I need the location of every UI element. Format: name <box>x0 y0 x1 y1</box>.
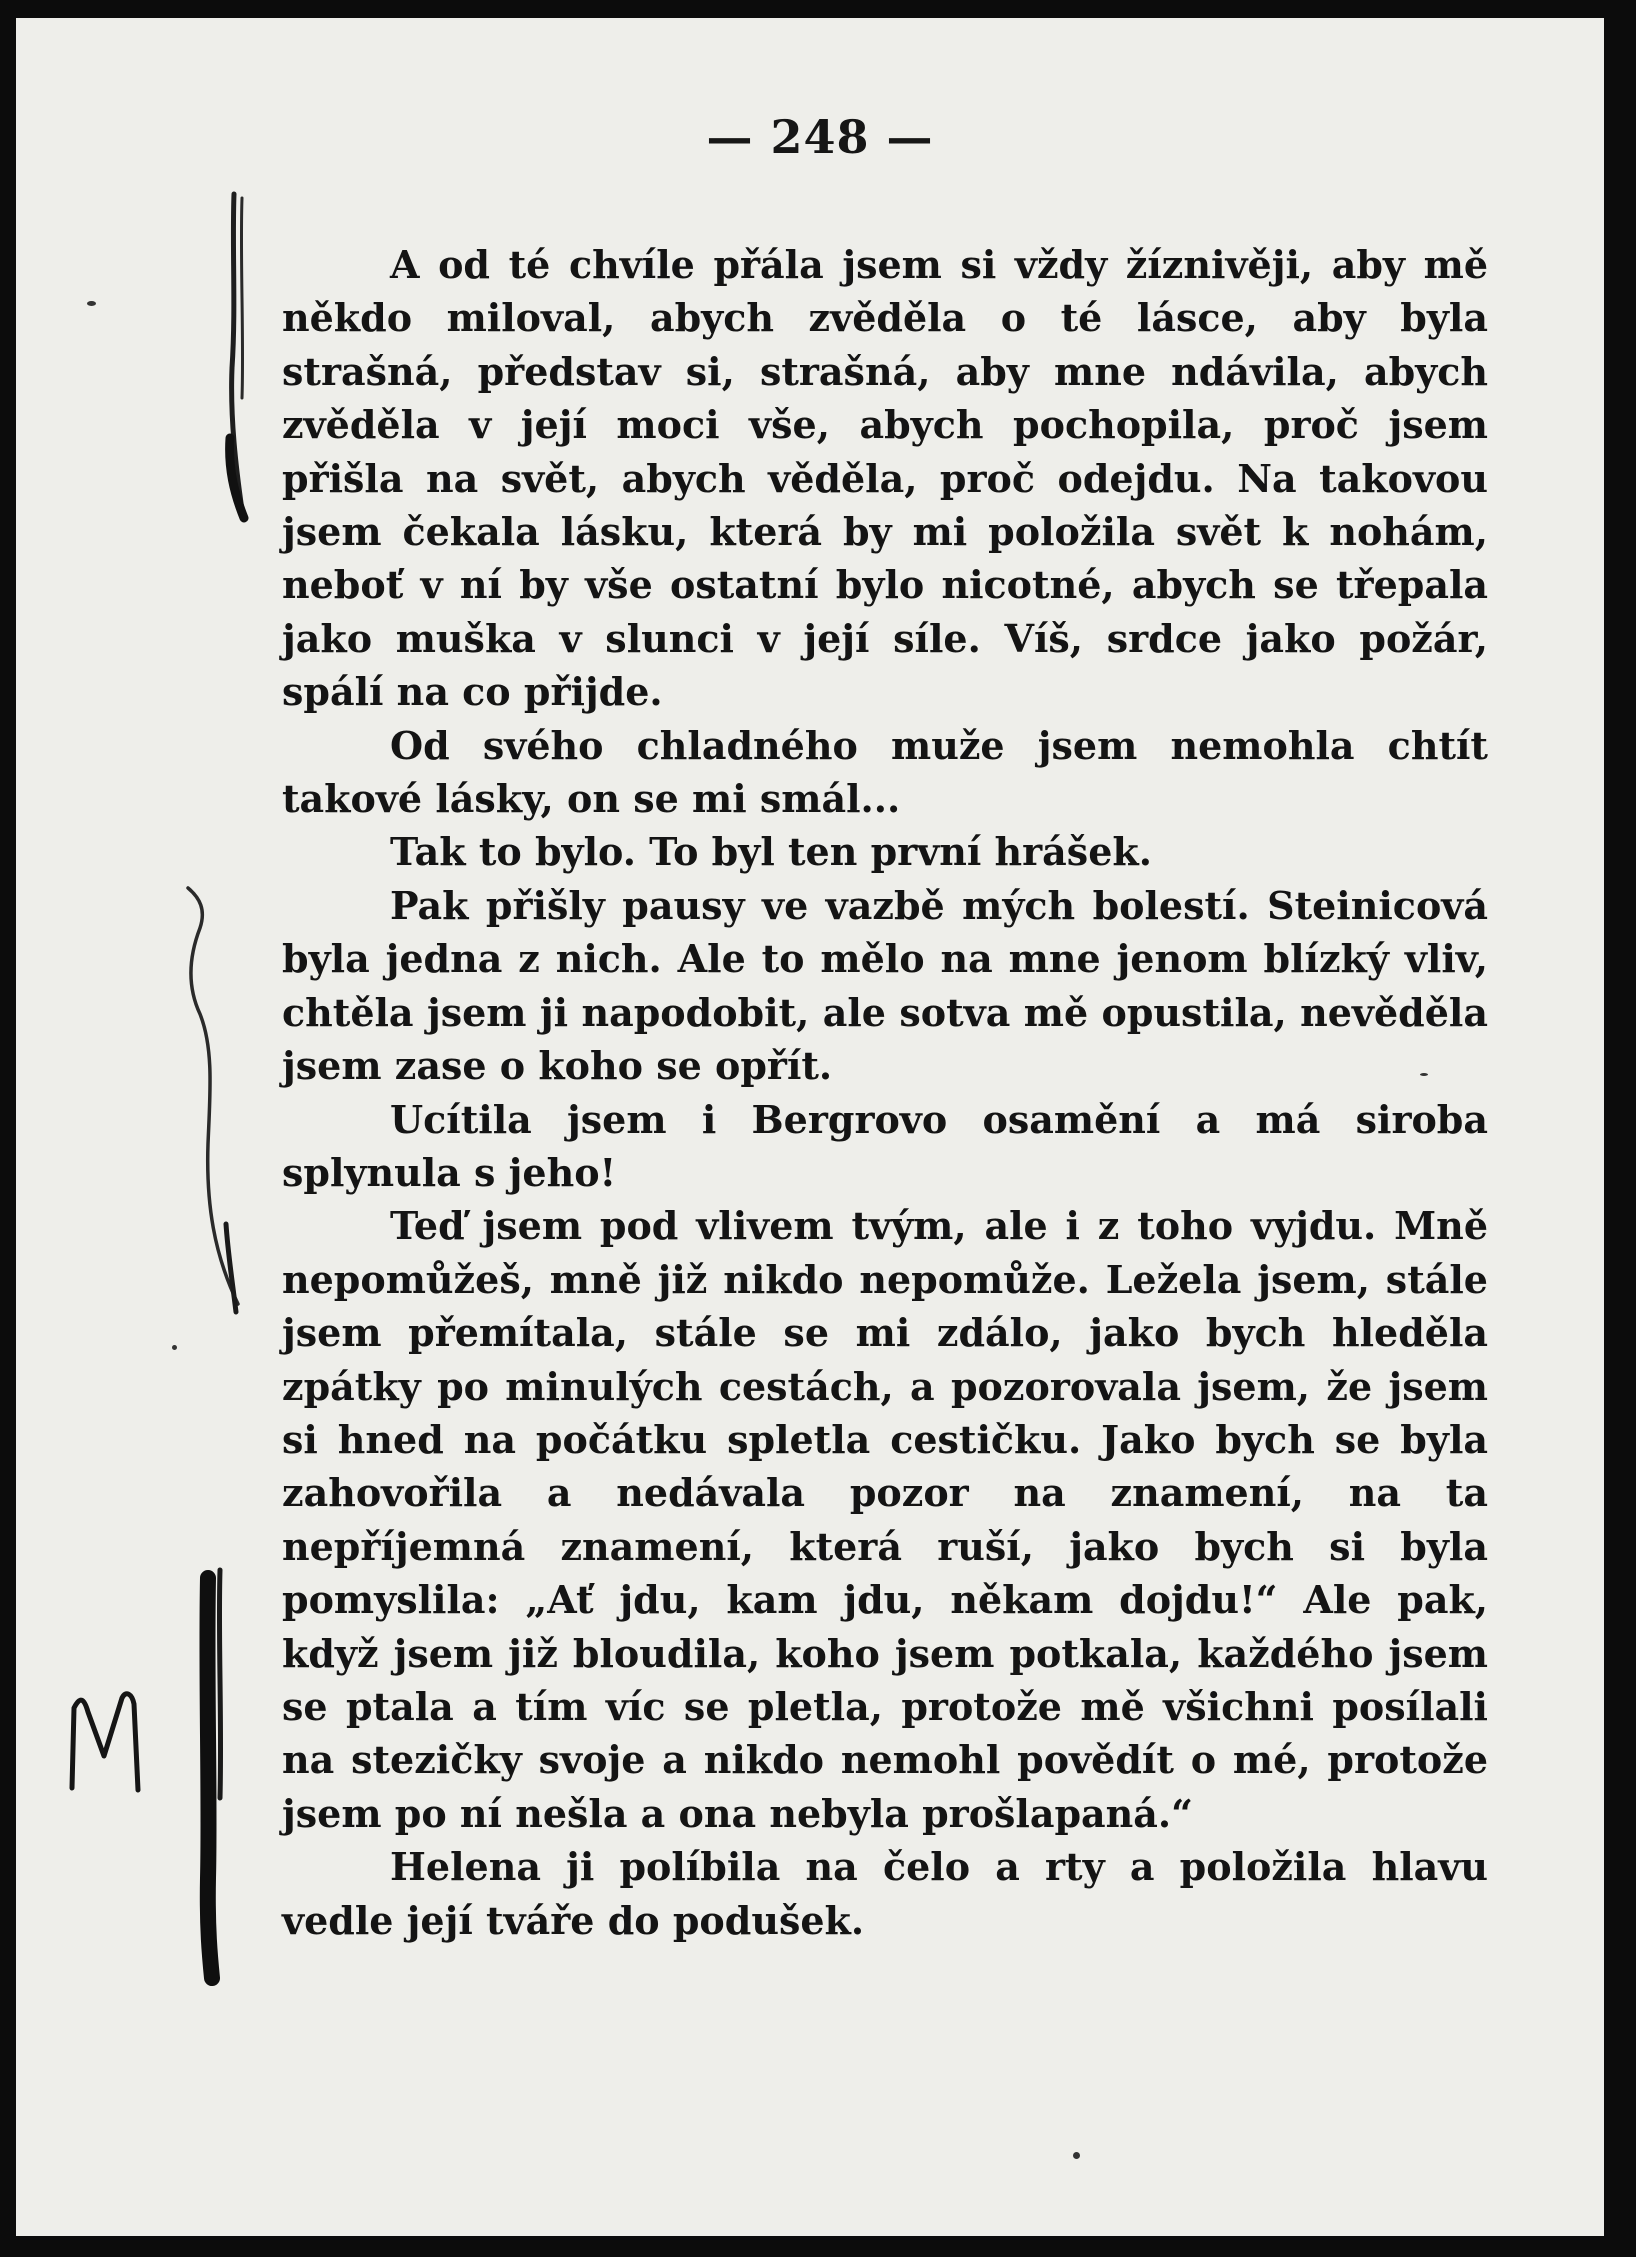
margin-letter-m-mark <box>60 1678 160 1808</box>
book-page <box>16 18 1604 2236</box>
margin-bracket-mark-top <box>206 188 266 528</box>
paragraph-7: Helena ji políbila na čelo a rty a položila hlavu vedle její tváře do podušek. <box>282 1844 1488 1943</box>
paragraph-2: Od svého chladného muže jsem nemohla chtít takové lásky, on se mi smál... <box>282 722 1488 822</box>
margin-bracket-mark-middle <box>166 884 256 1324</box>
dust-speck <box>1073 2152 1080 2159</box>
paragraph-1: A od té chvíle přála jsem si vždy žíznivěji, aby mě někdo miloval, abych zvěděla o té lásce, aby byla strašná, představ si, strašná, aby mne ndávila, abych zvěděla v její moci vše, abych pochopila, proč jsem přišla na svět, abych věděla, proč odejdu. Na takovou jsem čekala lásku, která by mi položila svět k nohám, neboť v ní by vše ostatní bylo nicotné, abych se třepala jako muška v slunci v její síle. Víš, srdce jako požár, spálí na co přijde. <box>282 242 1488 715</box>
paragraph-5: Ucítila jsem i Bergrovo osamění a má siroba splynula s jeho! <box>282 1096 1488 1195</box>
dust-speck <box>172 1345 177 1350</box>
paragraph-4: Pak přišly pausy ve vazbě mých bolestí. Steinicová byla jedna z nich. Ale to mělo na mne jenom blízký vliv, chtěla jsem ji napodobit, ale sotva mě opustila, nevěděla jsem zase o koho se opřít. <box>282 882 1488 1089</box>
body-text <box>282 238 1488 1947</box>
margin-bar-mark <box>188 1558 238 1998</box>
page-number: — 248 — <box>706 110 934 164</box>
dust-speck <box>87 301 96 306</box>
paragraph-3: Tak to bylo. To byl ten první hrášek. <box>390 829 1152 875</box>
paragraph-6: Teď jsem pod vlivem tvým, ale i z toho vyjdu. Mně nepomůžeš, mně již nikdo nepomůže. Ležela jsem, stále jsem přemítala, stále se mi zdálo, jako bych hleděla zpátky po minulých cestách, a pozorovala jsem, že jsem si hned na počátku spletla cestičku. Jako bych se byla zahovořila a nedávala pozor na znamení, na ta nepříjemná znamení, která ruší, jako bych si byla pomyslila: „Ať jdu, kam jdu, někam dojdu!“ Ale pak, když jsem již bloudila, koho jsem potkala, každého jsem se ptala a tím víc se pletla, protože mě všichni posílali na stezičky svoje a nikdo nemohl povědít o mé, protože jsem po ní nešla a ona nebyla prošlapaná.“ <box>282 1203 1488 1836</box>
